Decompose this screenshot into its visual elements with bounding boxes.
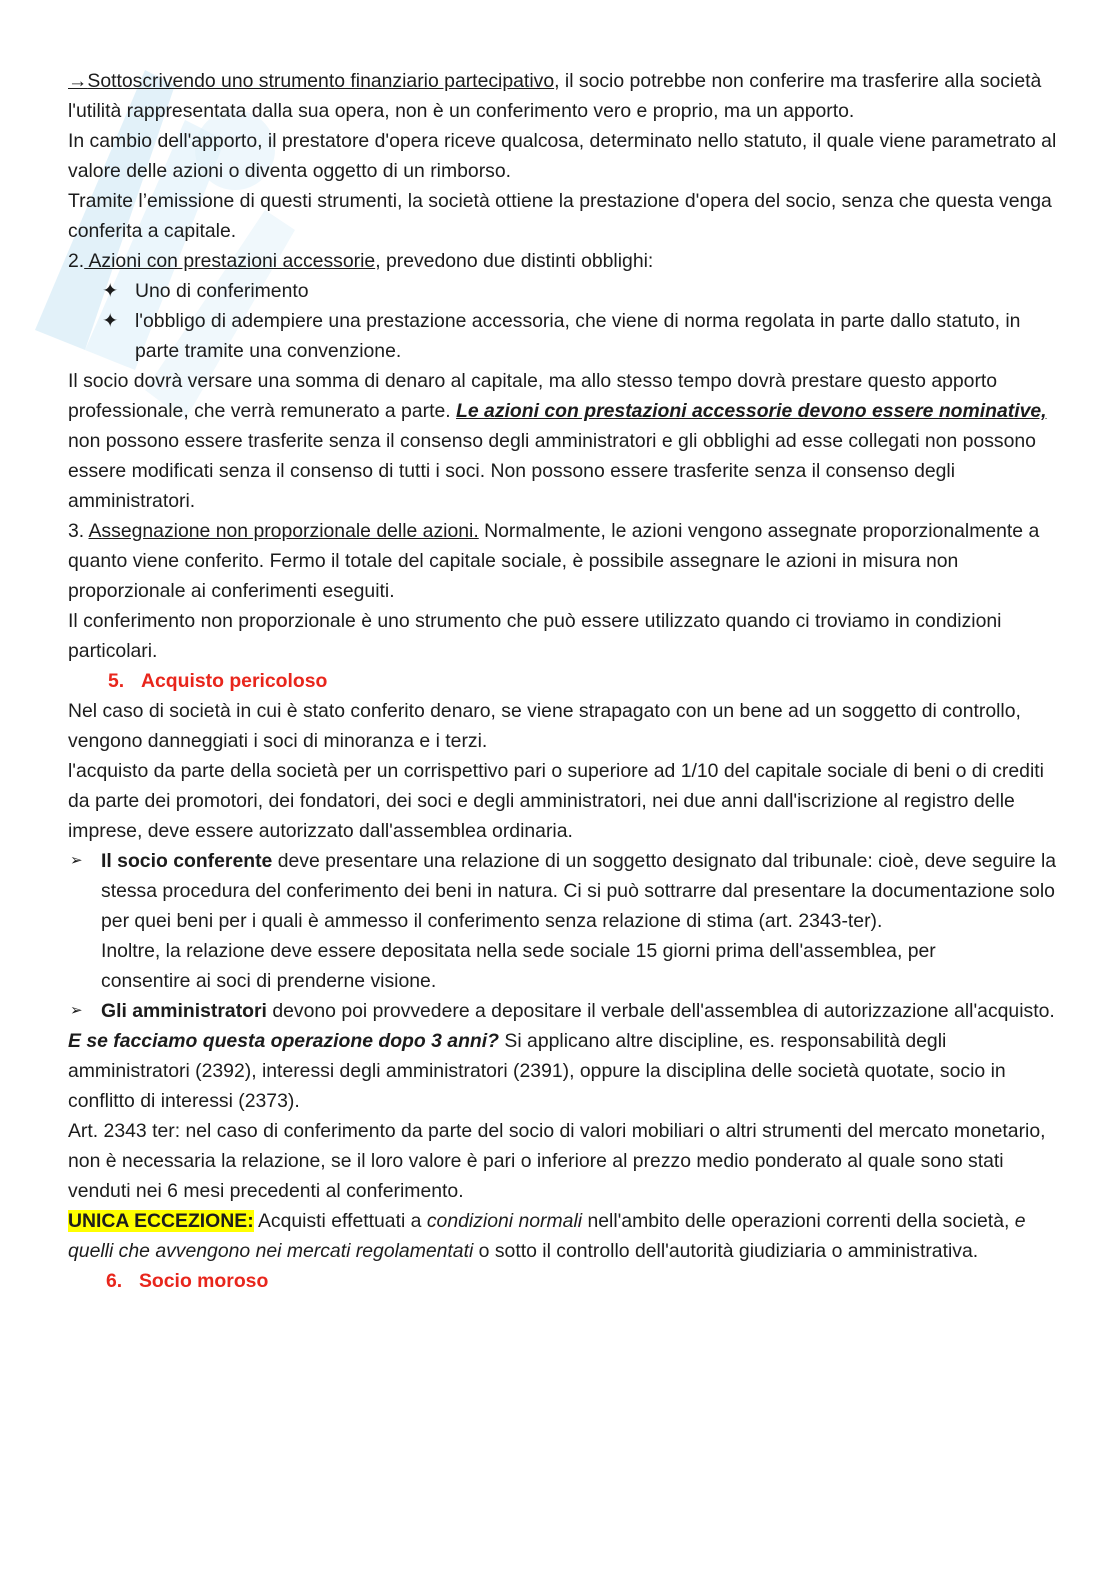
heading-socio-moroso: [68, 1266, 1058, 1296]
highlight-label: UNICA ECCEZIONE:: [68, 1210, 254, 1232]
star-bullet-icon: ✦: [102, 280, 119, 302]
list-item-continuation: consentire ai soci di prenderne visione.: [101, 970, 437, 992]
assegnazione-term: Assegnazione non proporzionale delle azioni.: [88, 520, 479, 542]
nominative-emphasis: Le azioni con prestazioni accessorie devono essere nominative,: [456, 400, 1047, 422]
paragraph-denaro: Nel caso di società in cui è stato conferito denaro, se viene strapagato con un bene ad un soggetto di controllo, vengono danneggiati i soci di minoranza e i terzi.: [68, 700, 1021, 752]
paragraph-apporto: In cambio dell'apporto, il prestatore d'opera riceve qualcosa, determinato nello statuto, il quale viene parametrato al valore delle azioni o diventa oggetto di un rimborso.: [68, 130, 1057, 182]
socio-conferente-label: Il socio conferente: [101, 850, 273, 872]
question-emphasis: E se facciamo questa operazione dopo 3 anni?: [68, 1030, 500, 1052]
italic-term: condizioni normali: [426, 1210, 583, 1232]
heading-text: Acquisto pericoloso: [141, 670, 328, 692]
obblighi-list: [68, 276, 1058, 366]
heading-acquisto-pericoloso: [68, 666, 1058, 696]
list-item: [68, 996, 1058, 1026]
azioni-accessorie-text: , prevedono due distinti obblighi:: [375, 250, 654, 272]
arrow-icon: →: [68, 70, 88, 92]
heading-number: 5.: [108, 670, 125, 692]
list-item-continuation: Inoltre, la relazione deve essere depositata nella sede sociale 15 giorni prima dell'assemblea, per: [101, 940, 936, 962]
heading-number: 6.: [106, 1270, 123, 1292]
versamento-text-2: non possono essere trasferite senza il consenso degli amministratori e gli obblighi ad esse collegati non possono essere modificati senza il consenso di tutti i soci. Non possono essere trasferite senza il consenso degli amministratori.: [68, 430, 1036, 512]
sfp-term: Sottoscrivendo uno strumento finanziario partecipativo: [87, 70, 555, 92]
eccezione-text: Acquisti effettuati a: [253, 1210, 427, 1232]
paragraph-unica-eccezione: [68, 1206, 1058, 1266]
dopo-3-anni-text: Si applicano altre discipline, es. responsabilità degli amministratori (2392), interessi degli amministratori (2391), oppure la disciplina delle società quotate, socio in conflitto di interessi (2373).: [68, 1030, 1006, 1112]
arrowhead-bullet-icon: ➢: [70, 852, 83, 869]
eccezione-text-2: nell'ambito delle operazioni correnti della società,: [582, 1210, 1015, 1232]
document-page: [68, 66, 1058, 1296]
list-item-text: deve presentare una relazione di un soggetto designato dal tribunale: cioè, deve seguire la stessa procedura del conferimento dei beni in natura. Ci si può sottrarre dal presentare la documentazione solo per quei beni per i quali è ammesso il conferimento senza relazione di stima (art. 2343-ter).: [101, 850, 1057, 932]
arrowhead-bullet-icon: ➢: [70, 1002, 83, 1019]
star-bullet-icon: ✦: [102, 310, 119, 332]
paragraph-emissione: Tramite l’emissione di questi strumenti, la società ottiene la prestazione d'opera del socio, senza che questa venga conferita a capitale.: [68, 190, 1052, 242]
list-item-text: l'obbligo di adempiere una prestazione accessoria, che viene di norma regolata in parte dallo statuto, in parte tramite una convenzione.: [135, 310, 1021, 362]
italic-term: e quelli che avvengono nei mercati regolamentati: [68, 1210, 1026, 1262]
item-number: 2.: [68, 250, 85, 272]
paragraph-conferimento-non-proporzionale: Il conferimento non proporzionale è uno strumento che può essere utilizzato quando ci troviamo in condizioni particolari.: [68, 610, 1002, 662]
item-number: 3.: [68, 520, 89, 542]
azioni-accessorie-term: Azioni con prestazioni accessorie: [84, 250, 376, 272]
heading-text: Socio moroso: [139, 1270, 269, 1292]
list-item: [68, 276, 1058, 306]
assegnazione-text: Normalmente, le azioni vengono assegnate proporzionalmente a quanto viene conferito. Fermo il totale del capitale sociale, è possibile assegnare le azioni in misura non proporzionale ai conferimenti eseguiti.: [68, 520, 1040, 602]
amministratori-label: Gli amministratori: [101, 1000, 267, 1022]
paragraph-dopo-3-anni: [68, 1026, 1058, 1116]
paragraph-sfp: [68, 66, 1058, 126]
paragraph-azioni-accessorie: [68, 246, 1058, 276]
list-item: [68, 306, 1058, 366]
soggetti-list: [68, 846, 1058, 1026]
paragraph-art-2343-ter: Art. 2343 ter: nel caso di conferimento da parte del socio di valori mobiliari o altri strumenti del mercato monetario, non è necessaria la relazione, se il loro valore è pari o inferiore al prezzo medio ponderato al quale sono stati venduti nei 6 mesi precedenti al conferimento.: [68, 1120, 1046, 1202]
sfp-text: , il socio potrebbe non conferire ma trasferire alla società l'utilità rappresentata dalla sua opera, non è un conferimento vero e proprio, ma un apporto.: [68, 70, 1042, 122]
versamento-text: Il socio dovrà versare una somma di denaro al capitale, ma allo stesso tempo dovrà prestare questo apporto professionale, che verrà remunerato a parte.: [68, 370, 998, 422]
paragraph-versamento: [68, 366, 1058, 516]
list-item: [68, 846, 1058, 996]
list-item-text: Uno di conferimento: [135, 280, 309, 302]
paragraph-acquisto: l'acquisto da parte della società per un corrispettivo pari o superiore ad 1/10 del capitale sociale di beni o di crediti da parte dei promotori, dei fondatori, dei soci e degli amministratori, nei due anni dall'iscrizione al registro delle imprese, deve essere autorizzato dall'assemblea ordinaria.: [68, 760, 1044, 842]
eccezione-text-3: o sotto il controllo dell'autorità giudiziaria o amministrativa.: [473, 1240, 979, 1262]
paragraph-assegnazione: [68, 516, 1058, 606]
list-item-text: devono poi provvedere a depositare il verbale dell'assemblea di autorizzazione all'acquisto.: [266, 1000, 1055, 1022]
